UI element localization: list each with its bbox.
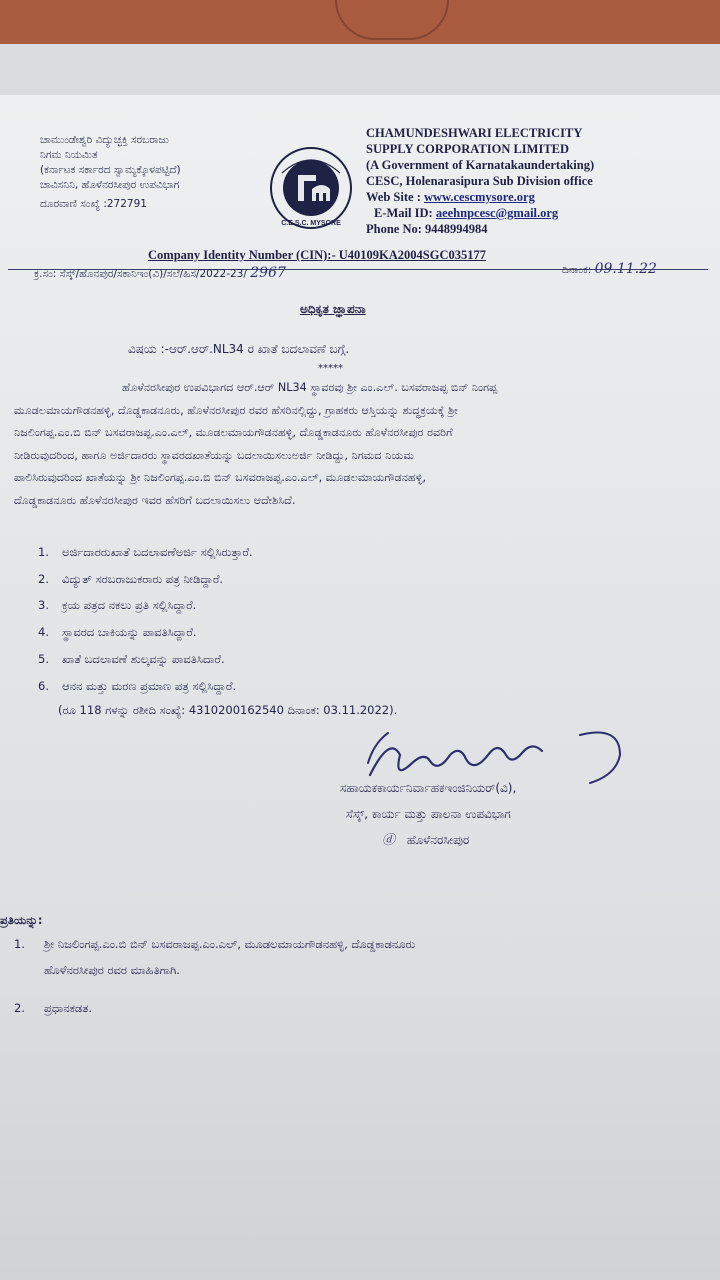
signatory-place (340, 827, 516, 854)
letterhead-english-line: SUPPLY CORPORATION LIMITED (366, 142, 570, 156)
signature-block (340, 775, 516, 854)
list-number: 6. (38, 679, 49, 693)
letterhead-website (366, 189, 594, 205)
website-link[interactable]: www.cescmysore.org (423, 190, 535, 204)
copy-number: 1. (14, 937, 25, 951)
list-text: ವಿದ್ಯುತ್ ಸರಬರಾಜುಕರಾರು ಪತ್ರ ನೀಡಿದ್ದಾರೆ. (62, 572, 224, 586)
subject-line: ವಿಷಯ :-ಆರ್.ಆರ್.NL34 ರ ಖಾತೆ ಬದಲಾವಣೆ ಬಗ್ಗೆ. (128, 342, 350, 356)
signatory-designation: ಸಹಾಯಕಕಾರ್ಯನಿರ್ವಾಹಕಇಂಜಿನಿಯರ್(ವಿ), (340, 781, 517, 795)
list-number: 2. (38, 572, 49, 586)
list-item (38, 652, 225, 667)
website-label: Web Site : (366, 190, 421, 204)
memo-title: ಅಧಿಕೃತ ಜ್ಞಾಪನಾ (300, 302, 366, 316)
reference-line (34, 265, 286, 281)
list-item (38, 545, 253, 560)
copy-item (14, 931, 415, 983)
letterhead-kannada-line: (ಕರ್ನಾಟಕ ಸರ್ಕಾರದ ಸ್ವಾಮ್ಯಕ್ಕೊಳಪಟ್ಟಿದೆ) (40, 164, 181, 176)
body-paragraph (14, 377, 704, 513)
body-line: ಪಾಲಿಸಿರುವುದರಿಂದ ಖಾತೆಯನ್ನು ಶ್ರೀ ನಿಜಲಿಂಗಪ್ಪ.ಎಂ.ಬಿ ಬಿನ್ ಬಸವರಾಜಪ್ಪ.ಎಂ.ಎಲ್, ಮೂಡಲಮಾಯಗೌಡನಹಳ್ಳಿ, (14, 471, 427, 485)
email-link[interactable]: aeehnpcesc@gmail.org (435, 206, 559, 220)
letterhead-email (366, 205, 594, 221)
body-line: ನಿಜಲಿಂಗಪ್ಪ.ಎಂ.ಬಿ ಬಿನ್ ಬಸವರಾಜಪ್ಪ.ಎಂ.ಎಲ್, ಮೂಡಲಮಾಯಗೌಡನಹಳ್ಳಿ, ದೊಡ್ಡಕಾಡನೂರು ಹೊಳೆನರಸೀಪುರ ರವರಿಗೆ (14, 426, 453, 440)
letterhead-english-line: CHAMUNDESHWARI ELECTRICITY (366, 126, 583, 140)
copy-heading: ಪ್ರತಿಯನ್ನು: (0, 913, 43, 927)
copy-item (14, 995, 92, 1021)
receipt-note: (ರೂ 118 ಗಳನ್ನು ರಶೀದಿ ಸಂಖ್ಯೆ: 4310200162540 ದಿನಾಂಕ: 03.11.2022). (58, 703, 398, 717)
letterhead-kannada-line: ನಿಗಮ ನಿಯಮಿತ (40, 149, 98, 161)
date-label: ದಿನಾಂಕ: (562, 264, 592, 276)
company-cin: Company Identity Number (CIN):- U40109KA2004SGC035177 (148, 248, 486, 262)
body-line: ಮೂಡಲಮಾಯಗೌಡನಹಳ್ಳಿ, ದೊಡ್ಡಕಾಡನೂರು, ಹೊಳೆನರಸೀಪುರ ರವರ ಹೆಸರಿನಲ್ಲಿದ್ದು, ಗ್ರಾಹಕರು ಆಸ್ತಿಯನ್ನು ಶುದ್ಧಕ್ರಯಕ್ಕೆ ಶ್ರೀ (14, 403, 458, 417)
email-label: E-Mail ID: (374, 206, 433, 220)
letterhead-english (366, 125, 594, 237)
list-text: ಆನನ ಮತ್ತು ಮರಣ ಪ್ರಮಾಣ ಪತ್ರ ಸಲ್ಲಿಸಿದ್ದಾರೆ. (62, 679, 237, 693)
letterhead-kannada (40, 133, 181, 212)
subject-separator: ***** (318, 363, 343, 374)
reference-handwritten: 2967 (250, 265, 286, 281)
letterhead-english-line: (A Government of Karnatakaundertaking) (366, 158, 595, 172)
letterhead-english-line: CESC, Holenarasipura Sub Division office (366, 174, 593, 188)
letterhead-phone: Phone No: 9448994984 (366, 222, 488, 236)
copy-text: ಪ್ರಧಾನಕಡತ. (44, 1001, 93, 1015)
letterhead-kannada-line: ಚಾವಿಸನಿನಿ, ಹೊಳೆನರಸೀಪುರ ಉಪವಿಭಾಗ (40, 179, 180, 191)
letterhead-phone-kannada: ದೂರವಾಣಿ ಸಂಖ್ಯೆ :272791 (40, 198, 147, 210)
list-number: 3. (38, 598, 49, 612)
logo-text: C.E.S.C. MYSORE (281, 220, 341, 227)
list-item (38, 679, 236, 694)
list-text: ಕ್ರಯ ಪತ್ರದ ನಕಲು ಪ್ರತಿ ಸಲ್ಲಿಸಿದ್ದಾರೆ. (62, 598, 197, 612)
list-text: ಅರ್ಜಿದಾರರುಖಾತೆ ಬದಲಾವಣೆಅರ್ಜಿ ಸಲ್ಲಿಸಿರುತ್ತಾರೆ. (62, 545, 253, 559)
cesc-logo (268, 145, 354, 231)
list-number: 4. (38, 625, 49, 639)
list-item (38, 625, 197, 640)
document-page (0, 95, 720, 1280)
list-number: 1. (38, 545, 49, 559)
list-number: 5. (38, 652, 49, 666)
signatory-place-text: ಹೊಳೆನರಸೀಪುರ (406, 833, 470, 847)
list-text: ಖಾತೆ ಬದಲಾವಣೆ ಶುಲ್ಕವನ್ನು ಪಾವತಿಸಿದಾರೆ. (62, 652, 225, 666)
signatory-office: ಸೆಸ್ಕ್, ಕಾರ್ಯ ಮತ್ತು ಪಾಲನಾ ಉಪವಿಭಾಗ (346, 807, 511, 821)
body-line: ದೊಡ್ಡಕಾಡನೂರು ಹೊಳೆನರಸೀಪುರ ಇವರ ಹೆಸರಿಗೆ ಬದಲಾಯಿಸಲು ಆದೇಶಿಸಿದೆ. (14, 493, 296, 507)
handwritten-initials: ⓓ (382, 833, 396, 848)
copy-text: ಹೊಳೆನರಸೀಪುರ ರವರ ಮಾಹಿತಿಗಾಗಿ. (44, 963, 180, 977)
date-line (562, 261, 657, 277)
list-item (38, 598, 196, 613)
copy-text: ಶ್ರೀ ನಿಜಲಿಂಗಪ್ಪ.ಎಂ.ಬಿ ಬಿನ್ ಬಸವರಾಜಪ್ಪ.ಎಂ.ಎಲ್, ಮೂಡಲಮಾಯಗೌಡನಹಳ್ಳಿ, ದೊಡ್ಡಕಾಡನೂರು (44, 937, 416, 951)
letterhead-kannada-line: ಚಾಮುಂಡೇಶ್ವರಿ ವಿದ್ಯುಚ್ಛಕ್ತಿ ಸರಬರಾಜು (40, 134, 169, 146)
body-line: ನೀಡಿರುವುದರಿಂದ, ಹಾಗೂ ಅರ್ಜಿದಾರರು ಸ್ಥಾವರದಖಾತೆಯನ್ನು ಬದಲಾಯಿಸಲುಅರ್ಜಿ ನೀಡಿದ್ದು, ನಿಗಮದ ನಿಯಮ (14, 448, 415, 462)
body-line: ಹೊಳೆನರಸೀಪುರ ಉಪವಿಭಾಗದ ಆರ್.ಆರ್ NL34 ಸ್ಥಾವರವು ಶ್ರೀ ಎಂ.ಎಲ್. ಬಸವರಾಜಪ್ಪ ಬಿನ್ ನಿಂಗಪ್ಪ (122, 381, 498, 394)
date-handwritten: 09.11.22 (594, 261, 657, 277)
list-text: ಸ್ಥಾವರದ ಬಾಕಿಯನ್ನು ಪಾವತಿಸಿದ್ದಾರೆ. (62, 625, 197, 639)
reference-number: ಕ್ರ.ಸಂ: ಸೆಸ್ಕ್/ಹೊನಪುರ/ಸಕಾನಿಇಂ(ವಿ)/ಸಲೆ/ಹಿಸ/2022-23/ (34, 268, 247, 280)
copy-number: 2. (14, 1001, 25, 1015)
list-item (38, 572, 223, 587)
